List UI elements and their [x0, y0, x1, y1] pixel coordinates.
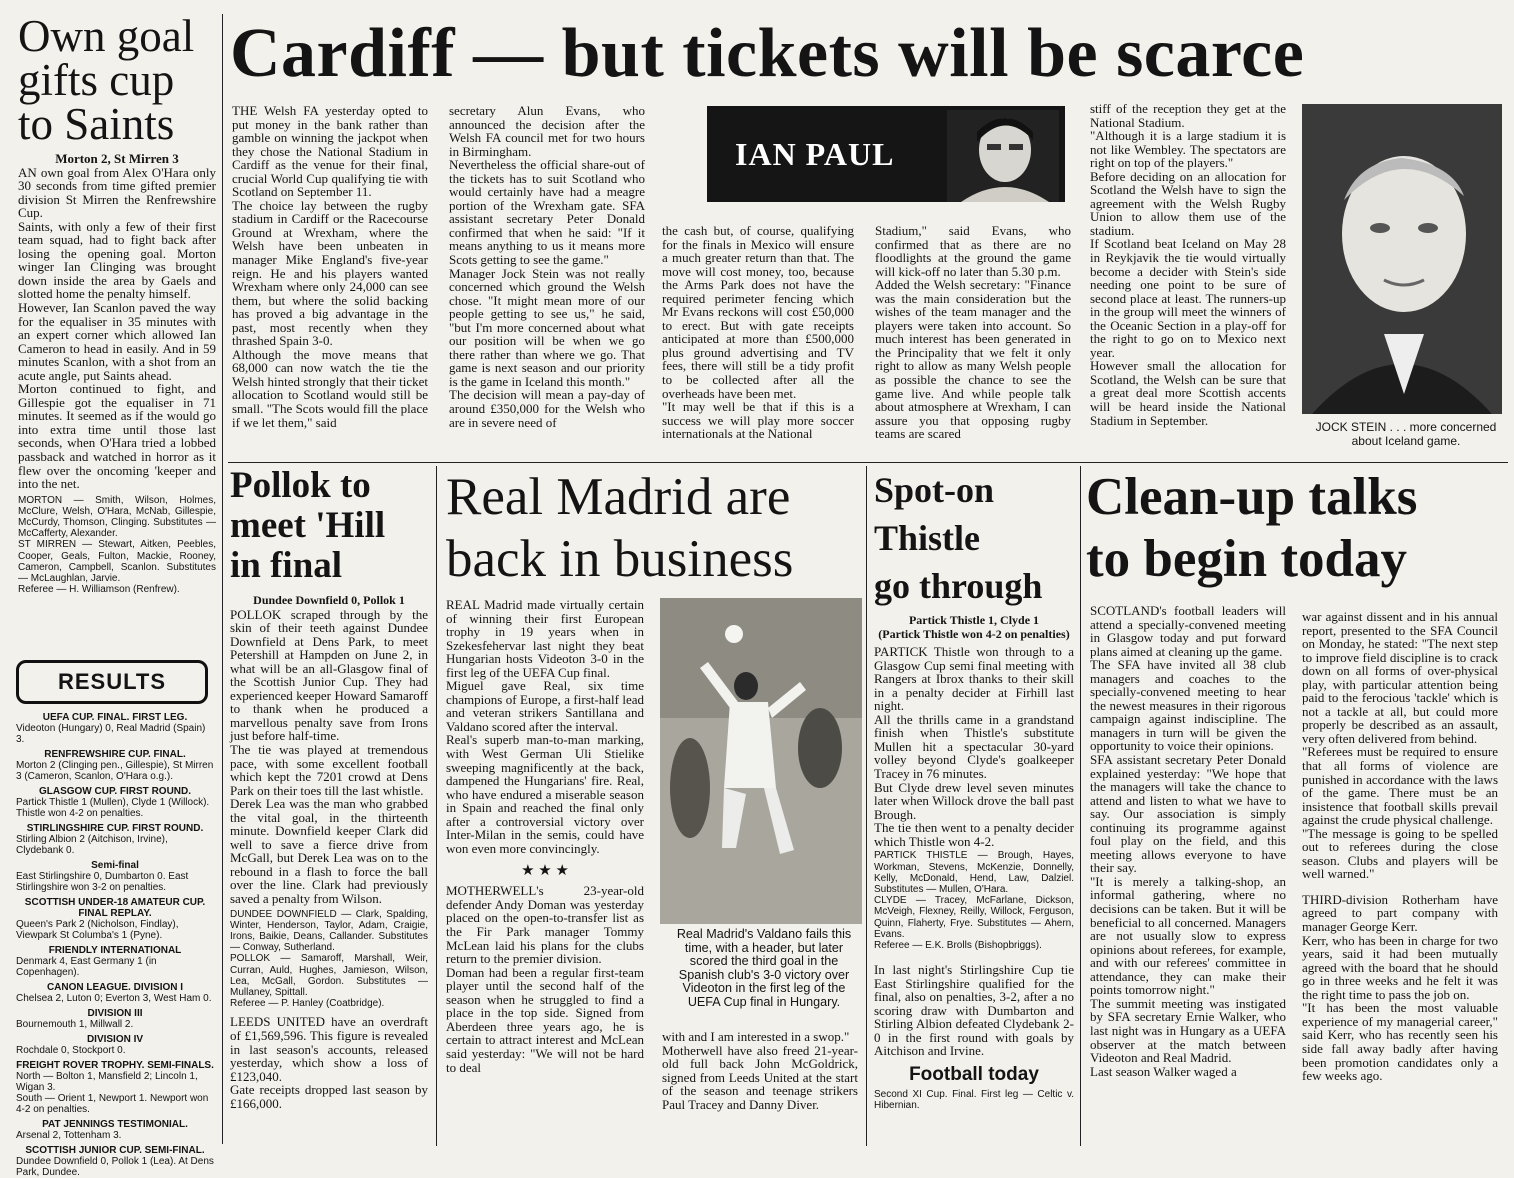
result-line: East Stirlingshire 0, Dumbarton 0. East Stirlingshire won 3-2 on penalties. — [16, 871, 189, 893]
jock-stein-portrait-icon — [1302, 104, 1502, 414]
result-line: Partick Thistle 1 (Mullen), Clyde 1 (Willock). Thistle won 4-2 on penalties. — [16, 797, 210, 819]
result-heading: GLASGOW CUP. FIRST ROUND. — [38, 786, 192, 797]
result-line: Morton 2 (Clinging pen., Gillespie), St Mirren 3 (Cameron, Scanlon, O'Hara o.g.). — [16, 760, 214, 782]
result-item — [16, 982, 214, 1004]
cardiff-col-1 — [232, 104, 428, 460]
stirlingshire-story: In last night's Stirlingshire Cup tie East Stirlingshire qualified for the final, also on penalties, 3-2, after a no scoring draw with Dumbarton and Stirling Albion defeated Clydebank 2-0 in the first round with goals by Aitchison and Irvine. — [874, 962, 1074, 1059]
own-goal-headline: Own goal gifts cup to Saints — [18, 11, 195, 149]
column-rule — [1080, 466, 1081, 1146]
result-line: Stirling Albion 2 (Aitchison, Irvine), Clydebank 0. — [16, 834, 168, 856]
result-heading: CANON LEAGUE. DIVISION I — [46, 982, 184, 993]
results-title: RESULTS — [57, 669, 167, 694]
result-line: Videoton (Hungary) 0, Real Madrid (Spain) 3. — [16, 723, 206, 745]
football-today-head: Football today — [909, 1063, 1039, 1085]
cardiff-col-5-text: stiff of the reception they get at the National Stadium. "Although it is a large stadium it is not like Wembley. The spectators are right on top of the players." Before deciding on an allocation for Scotland the Welsh have to sign the agreement with the Welsh Rugby Union to allow them use of the stadium. If Scotland beat Iceland on May 28 in Reykjavik the tie would virtually become a decider with Stein's side needing one point to be sure of second place at least. The runners-up in the group will meet the winners of the Oceanic Section in a play-off for the right to go on to Mexico next year. However small the allocation for Scotland, the Welsh can be sure that a great deal more Scottish accents will be heard inside the National Stadium in September. — [1090, 101, 1286, 428]
result-line: Chelsea 2, Luton 0; Everton 3, West Ham 0. — [16, 993, 212, 1004]
result-item — [16, 897, 214, 941]
cleanup-col-1-text: SCOTLAND's football leaders will attend a specially-convened meeting in Glasgow today and put forward plans aimed at cleaning up the game. The SFA have invited all 38 club managers and coaches to the specially-convened meeting to hear the newest measures in their rigorous campaign against indiscipline. The managers in turn will be given the opportunity to voice their opinions. SFA assistant secretary Peter Donald explained yesterday: "We hope that the managers will take the chance to attend and listen to what we have to say. Our association is simply continuing its programme against foul play on the field, and this meeting allows everyone to have their say. "It is merely a talking-shop, an informal gathering, where no decisions can be taken. But it will be beneficial to all concerned. Managers are not usually slow to express opinions about referees, for example, and with our referees' committee in attendance, they can make their points tomorrow night." The summit meeting was instigated by SFA secretary Ernie Walker, who last night was in Hungary as a UEFA observer at the match between Videoton and Real Madrid. Last season Walker waged a — [1090, 603, 1286, 1079]
madrid-headline: Real Madrid are back in business — [446, 468, 794, 588]
pollok-body: POLLOK scraped through by the skin of their teeth against Dundee Downfield at Dens Park, to meet Petershill at Hampden on June 2, in what will be an all-Glasgow final of the Scottish Junior Cup. They had experienced keeper Howard Samaroff to thank when he produced a marvellous penalty save from Irons just before half-time. The tie was played at tremendous pace, with some excellent football which kept the 7201 crowd at Dens Park on their toes till the last whistle. Derek Lea was the man who grabbed the vital goal, in the thirteenth minute. Downfield keeper Clark did well to save a fierce drive from McGall, but Derek Lea was on to the rebound in a flash to force the ball over the line. Clark had previously saved a penalty from Wilson. — [230, 606, 428, 907]
result-item — [16, 1008, 214, 1030]
cardiff-headline: Cardiff — but tickets will be scarce — [230, 15, 1305, 92]
byline-portrait-icon — [947, 110, 1059, 202]
own-goal-result: Morton 2, St Mirren 3 — [55, 151, 179, 166]
result-line: North — Bolton 1, Mansfield 2; Lincoln 1, Wigan 3. South — Orient 1, Newport 1. Newport won 4-2 on penalties. — [16, 1071, 209, 1115]
result-heading: DIVISION III — [87, 1008, 143, 1019]
results-items — [16, 712, 214, 1178]
footballer-header-icon — [660, 598, 862, 924]
madrid-story — [446, 598, 644, 1146]
result-heading: SCOTTISH UNDER-18 AMATEUR CUP. FINAL REPLAY. — [24, 897, 206, 919]
valdano-caption-text: Real Madrid's Valdano fails this time, with a header, but later scored the third goal in the Spanish club's 3-0 victory over Videoton in the first leg of the UEFA Cup final in Hungary. — [676, 927, 852, 1009]
motherwell-story-2: with and I am interested in a swop." Motherwell have also freed 21-year-old full back John McGoldrick, signed from Leeds United at the start of the season and teenage strikers Paul Tracey and Danny Diver. — [662, 1029, 858, 1112]
result-heading: STIRLINGSHIRE CUP. FIRST ROUND. — [26, 823, 204, 834]
result-item — [16, 945, 214, 978]
cleanup-col-2 — [1302, 610, 1498, 1146]
result-item — [16, 749, 214, 782]
cardiff-col-5 — [1090, 102, 1286, 458]
byline-name: IAN PAUL — [735, 136, 895, 172]
thistle-story — [874, 466, 1074, 1146]
madrid-headline-area — [446, 466, 862, 596]
cardiff-col-3 — [662, 224, 854, 460]
thistle-body: PARTICK Thistle won through to a Glasgow Cup semi final meeting with Rangers at Ibrox thanks to their skill in a penalty decider at Firhill last night. All the thrills came in a grandstand finish when Thistle's substitute Mullen hit a spectacular 30-yard volley beyond Clyde's goalkeeper Tracey in 76 minutes. But Clyde drew level seven minutes later when Willock drove the ball past Brough. The tie then went to a penalty decider which Thistle won 4-2. — [874, 644, 1074, 849]
leeds-story: LEEDS UNITED have an overdraft of £1,569,596. This figure is revealed in last season's accounts, released yesterday, which show a loss of £123,040. Gate receipts dropped last season by £166,000. — [230, 1014, 428, 1111]
result-line: Dundee Downfield 0, Pollok 1 (Lea). At Dens Park, Dundee. — [16, 1156, 214, 1178]
result-line: Denmark 4, East Germany 1 (in Copenhagen). — [16, 956, 157, 978]
result-heading: PAT JENNINGS TESTIMONIAL. — [42, 1119, 188, 1130]
result-heading: RENFREWSHIRE CUP. FINAL. — [44, 749, 186, 760]
pollok-teams: DUNDEE DOWNFIELD — Clark, Spalding, Winter, Henderson, Taylor, Adam, Craigie, Irons, Baikie, Deans, Callander. Substitutes — Conway, Sutherland. POLLOK — Samaroff, Marshall, Weir, Curran, Auld, Hughes, Jamieson, Wilson, Lea, McGall, Gordon. Substitutes — Mullaney, Spittall. Referee — P. Hanley (Coatbridge). — [230, 908, 428, 1010]
result-item — [16, 1060, 214, 1115]
pollok-story — [230, 466, 428, 1146]
own-goal-story — [18, 11, 216, 654]
result-line: Bournemouth 1, Millwall 2. — [16, 1019, 134, 1030]
result-heading: FREIGHT ROVER TROPHY. SEMI-FINALS. — [16, 1060, 214, 1071]
cardiff-headline-area — [230, 10, 1510, 102]
pollok-result: Dundee Downfield 0, Pollok 1 — [253, 593, 405, 607]
section-divider — [228, 462, 1508, 463]
jock-stein-caption-text: JOCK STEIN . . . more concerned about Iceland game. — [1315, 420, 1497, 448]
result-item — [16, 823, 214, 856]
thistle-headline: Spot-on Thistle go through — [874, 470, 1043, 606]
result-heading: UEFA CUP. FINAL. FIRST LEG. — [42, 712, 188, 723]
valdano-photo — [660, 598, 862, 924]
pollok-headline: Pollok to meet 'Hill in final — [230, 465, 386, 586]
result-line: Arsenal 2, Tottenham 3. — [16, 1130, 122, 1141]
cleanup-headline: Clean-up talks to begin today — [1086, 468, 1418, 588]
thistle-teams: PARTICK THISTLE — Brough, Hayes, Workman, Stevens, McKenzie, Donnelly, Kelly, McDonald, Hend, Law, Dalziel. Substitutes — Mullen, O'Hara. CLYDE — Tracey, McFarlane, Dickson, McVeigh, Flexney, Reilly, Willock, Ferguson, Quinn, Flaherty, Frye. Substitutes — Ahern, Evans. Referee — E.K. Brolls (Bishopbriggs). — [874, 850, 1074, 951]
result-item — [16, 1034, 214, 1056]
result-line: Queen's Park 2 (Nicholson, Findlay), Viewpark St Columba's 1 (Pyne). — [16, 919, 179, 941]
cardiff-col-3-text: the cash but, of course, qualifying for the finals in Mexico will ensure a much greater return than that. The move will cost money, too, because the Arms Park does not have the required perimeter fencing which Mr Evans reckons will cost £50,000 to erect. But with gate receipts anticipated at more than £500,000 plus ground advertising and TV fees, there will still be a tidy profit to be collected after all the overheads have been met. "It may well be that if this is a success we will play more soccer internationals at the National — [662, 223, 854, 442]
result-line: Rochdale 0, Stockport 0. — [16, 1045, 126, 1056]
byline-box — [707, 106, 1065, 202]
result-heading: FRIENDLY INTERNATIONAL — [48, 945, 182, 956]
motherwell-story-cont — [662, 1030, 858, 1146]
own-goal-teams: MORTON — Smith, Wilson, Holmes, McClure, Welsh, O'Hara, McNab, Gillespie, McCurdy, Thomson, Clinging. Substitutes — McCafferty, Alexander. ST MIRREN — Stewart, Aitken, Peebles, Cooper, Geals, Fulton, Mackie, Rooney, Cameron, Campbell, Scanlon. Substitutes — McLaughlan, Jarvie. Referee — H. Williamson (Renfrew). — [18, 494, 216, 596]
madrid-body: REAL Madrid made virtually certain of winning their first European trophy in 19 years when in Szekesfehervar last night they beat Hungarian hosts Videoton 3-0 in the first leg of the UEFA Cup final. Miguel gave Real, six time champions of Europe, a first-half lead and veteran strikers Santillana and Valdano scored after the interval. Real's superb man-to-man marking, with West German Uli Stielike sweeping magnificently at the back, dampened the Hungarians' fire. Real, who have endured a miserable season in Spain and reached the final only after a controversial victory over Inter-Milan in the semis, could have won even more convincingly. — [446, 597, 644, 856]
result-heading: Semi-final — [91, 860, 139, 871]
result-item — [16, 1119, 214, 1141]
cardiff-col-2 — [449, 104, 645, 460]
result-heading: SCOTTISH JUNIOR CUP. SEMI-FINAL. — [25, 1145, 205, 1156]
jock-stein-caption — [1308, 420, 1504, 464]
result-item — [16, 786, 214, 819]
cleanup-col-1 — [1090, 604, 1286, 1146]
cleanup-col-2-text: war against dissent and in his annual report, presented to the SFA Council on Monday, he stated: "The next step to improve field discipline is to crack down on all forms of over-physical play, with particular attention being paid to the ferocious 'tackle' which is not a tackle at all, but could more properly be described as an assault, very often delivered from behind. "Referees must be required to ensure that all forms of violence are punished in accordance with the laws of the game. There must be an insistence that football skills prevail against the crude physical challenge. "The message is going to be spelled out to referees during the close season. Clubs and players will be well warned." — [1302, 609, 1498, 882]
results-title-box — [16, 660, 208, 704]
thistle-result: Partick Thistle 1, Clyde 1 (Partick Thistle won 4-2 on penalties) — [878, 613, 1070, 641]
result-item — [16, 1145, 214, 1178]
result-heading: DIVISION IV — [86, 1034, 144, 1045]
column-rule — [866, 466, 867, 1146]
cardiff-col-4-text: Stadium," said Evans, who confirmed that as there are no floodlights at the ground the game will kick-off no later than 5.30 p.m. Added the Welsh secretary: "Finance was the main consideration but the wishes of the team manager and the players were taken into account. So much interest has been generated in the Principality that we felt it only right to allow as many Welsh people as possible the chance to see the game live. And while people talk about atmosphere at Wrexham, I can assure you that opposing rugby teams are scared — [875, 223, 1071, 442]
motherwell-story: MOTHERWELL's 23-year-old defender Andy Doman was yesterday placed on the open-to-transfer list as the Fir Park manager Tommy McLean laid his plans for the clubs return to the premier division. Doman had been a regular first-team player until the second half of the season when he struggled to find a place in the top side. Signed from Aberdeen three years ago, he is certain to attract interest and McLean said yesterday: "We will not be hard to deal — [446, 883, 644, 1075]
own-goal-body: AN own goal from Alex O'Hara only 30 seconds from time gifted premier division St Mirren the Renfrewshire Cup. Saints, with only a few of their first team squad, had to fight back after losing the opening goal. Morton winger Ian Clinging was brought down inside the area by Gaels and slotted home the penalty himself. However, Ian Scanlon paved the way for the equaliser in 35 minutes with an expert corner which allowed Ian Cameron to head in easily. And in 59 minutes Scanlon, with a shot from an acute angle, put Saints ahead. Morton continued to fight, and Gillespie got the equaliser in 71 minutes. It seemed as if the would go into extra time until those last seconds, when O'Hara tried a lobbed passback and watched in horror as it flew over the oncoming 'keeper and into the net. — [18, 164, 216, 492]
result-item — [16, 712, 214, 745]
rotherham-story: THIRD-division Rotherham have agreed to part company with manager George Kerr. Kerr, who has been in charge for two years, said it had been mutually agreed with the board that he should go in three weeks and he felt it was the right time to pass the job on. "It has been the most valuable experience of my managerial career," said Kerr, who has recently seen his side fall away badly after having been promotion candidates only a few weeks ago. — [1302, 891, 1498, 1084]
jock-stein-photo — [1302, 104, 1502, 414]
column-rule — [436, 466, 437, 1146]
madrid-stars: ★ ★ ★ — [521, 863, 569, 880]
cleanup-headline-area — [1086, 466, 1510, 602]
cardiff-col-2-text: secretary Alun Evans, who announced the decision after the Welsh FA council met for two hours in Birmingham. Nevertheless the official share-out of the tickets has to suit Scotland who would certainly have had a meagre portion of the Wrexham gate. SFA assistant secretary Peter Donald confirmed that when he said: "If it means anything to us it means more Scots getting to see the game." Manager Jock Stein was not really concerned which ground the Welsh chose. "It might mean more of our people getting to see us," he said, "but I'm more concerned about what our position will be when we go there rather than where we go. That game is next season and our priority is the game in Iceland this month." The decision will mean a pay-day of around £350,000 for the Welsh who are in severe need of — [449, 103, 645, 430]
football-today-text: Second XI Cup. Final. First leg — Celtic v. Hibernian. — [874, 1088, 1074, 1112]
column-rule — [222, 14, 223, 1144]
cardiff-col-1-text: THE Welsh FA yesterday opted to put money in the bank rather than gamble on winning the jackpot when they chose the National Stadium in Cardiff as the venue for their final, crucial World Cup qualifying tie with Scotland on September 11. The choice lay between the rugby stadium in Cardiff or the Racecourse Ground at Wrexham, where the Welsh have been unbeaten in manager Mike England's five-year reign. He and his players wanted Wrexham where only 24,000 can see them, but where the solid backing has proved a big advantage in the past, most recently when they thrashed Spain 3-0. Although the move means that 68,000 can now watch the tie the Welsh hinted strongly that their ticket allocation to Scotland would still be small. "The Scots would fill the place if we let them," said — [232, 103, 428, 430]
cardiff-col-4 — [875, 224, 1071, 460]
valdano-caption — [668, 928, 860, 1026]
result-item — [16, 860, 214, 893]
results-list — [16, 712, 214, 1178]
